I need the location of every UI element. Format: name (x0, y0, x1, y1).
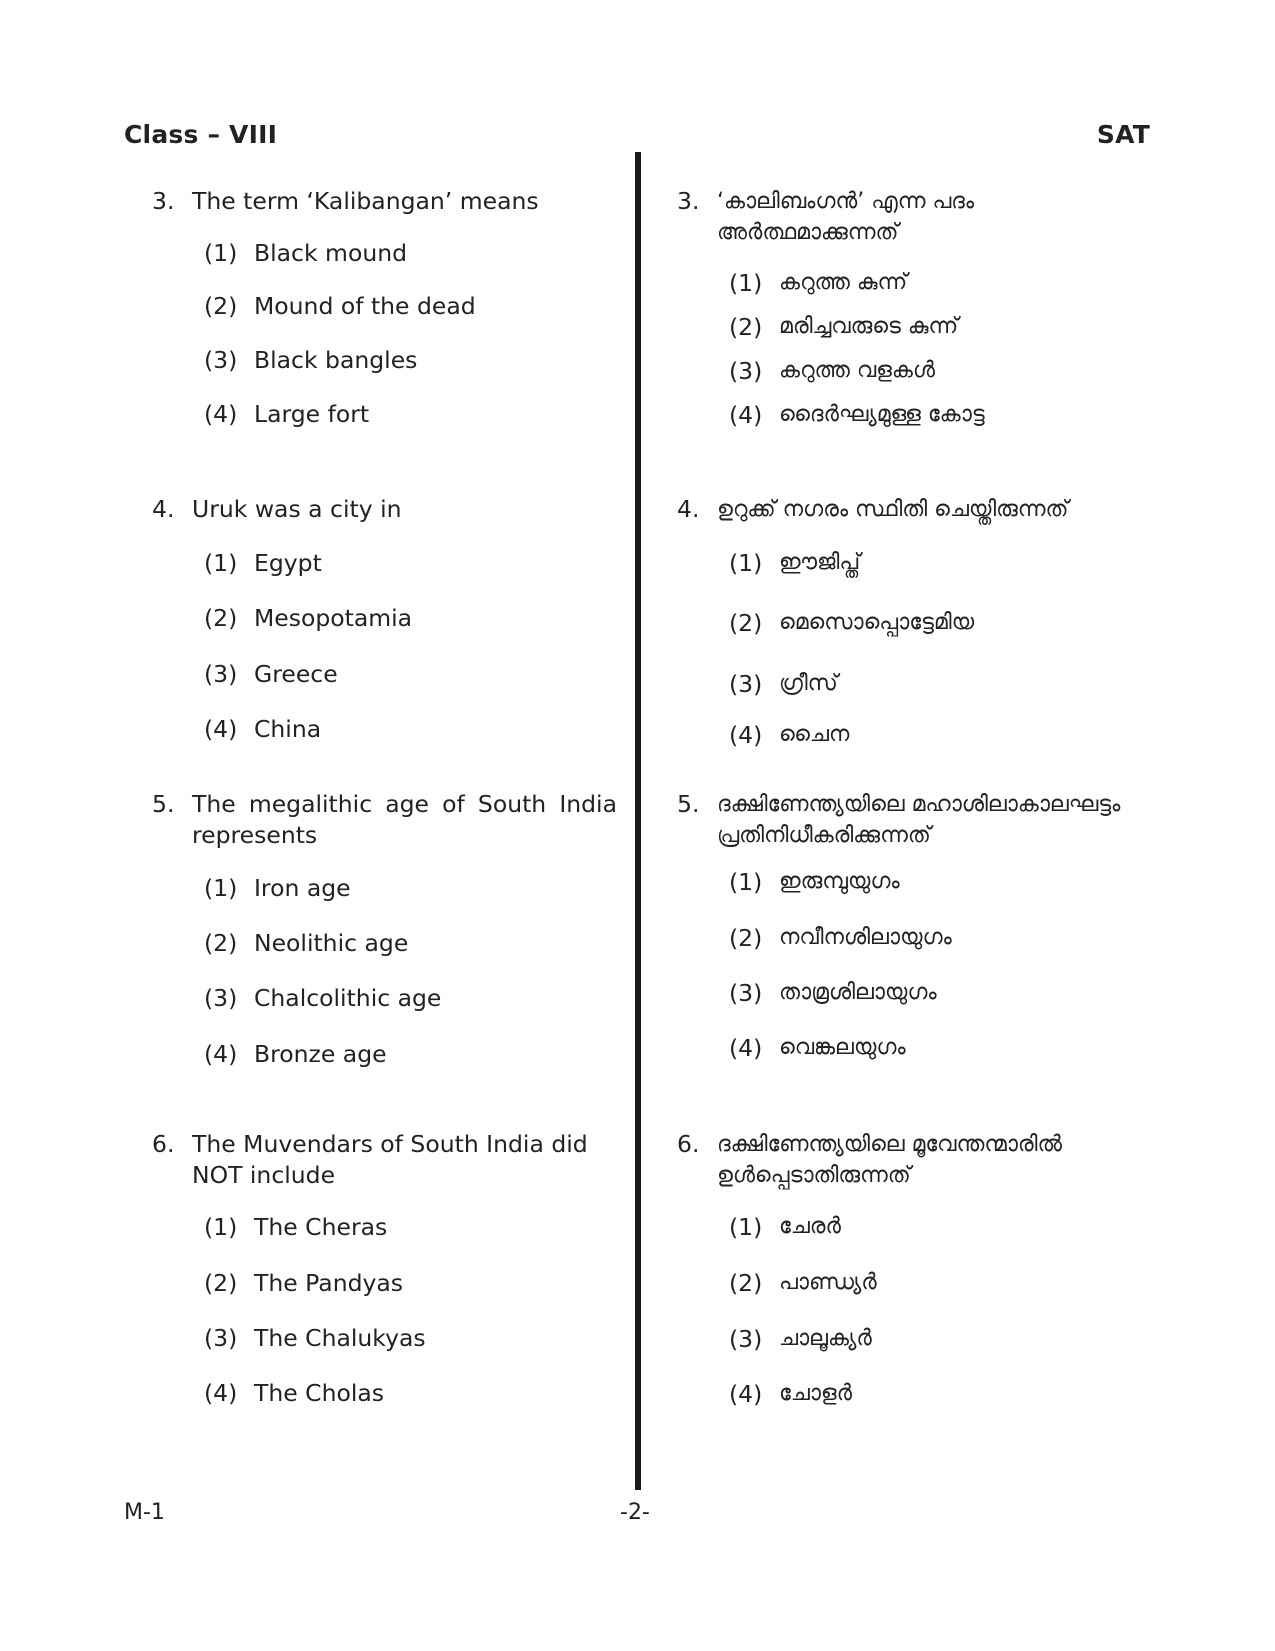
option-number: (2) (204, 292, 238, 320)
option-text: Large fort (254, 400, 370, 428)
question-number: 3. (677, 187, 700, 215)
option-text: ചൈന (779, 722, 850, 747)
question-number: 6. (677, 1130, 700, 1158)
exam-type-heading: SAT (1096, 120, 1150, 149)
option-text: Greece (254, 660, 338, 688)
class-heading: Class – VIII (124, 120, 278, 149)
option (204, 1212, 387, 1242)
option-text: ചാലൂക്യർ (779, 1326, 872, 1351)
option-number: (1) (204, 874, 238, 902)
question-text: The megalithic age of South India represents (192, 790, 617, 849)
option-text: കറുത്ത വളകൾ (779, 358, 935, 383)
option-number: (1) (204, 1213, 238, 1241)
page-number: -2- (620, 1500, 650, 1525)
question-number: 4. (677, 495, 700, 523)
option (204, 399, 369, 429)
option (729, 1379, 852, 1409)
option-number: (3) (729, 1325, 763, 1353)
option-text: The Chalukyas (254, 1324, 426, 1352)
option (204, 1039, 387, 1069)
option-text: ചോളർ (779, 1381, 853, 1406)
option-number: (3) (204, 660, 238, 688)
option-text: മരിച്ചവരുടെ കുന്ന് (779, 314, 959, 339)
option-number: (3) (729, 670, 763, 698)
option-text: The Cholas (254, 1379, 385, 1407)
option-text: നവീനശിലായുഗം (779, 925, 952, 950)
option (729, 1212, 841, 1242)
option (729, 720, 849, 750)
option-text: പാണ്ഡ്യർ (779, 1270, 877, 1295)
question-text: ദക്ഷിണേന്ത്യയിലെ മൂവേന്തന്മാരിൽ ഉൾപ്പെടാതിരുന്നത് (717, 1132, 1063, 1188)
question-4-en (152, 494, 617, 743)
option-text: ഗ്രീസ് (779, 671, 838, 696)
question-6-ml (677, 1129, 1147, 1408)
option-text: Neolithic age (254, 929, 409, 957)
option (729, 923, 952, 953)
paper-code: M-1 (124, 1500, 165, 1525)
option (729, 1268, 877, 1298)
option (204, 548, 322, 578)
option-number: (2) (204, 604, 238, 632)
option-number: (1) (204, 239, 238, 267)
option-text: ഇരുമ്പുയുഗം (779, 869, 900, 894)
option (729, 268, 907, 298)
question-number: 5. (677, 790, 700, 818)
question-number: 4. (152, 495, 175, 523)
option-text: Mound of the dead (254, 292, 476, 320)
option-text: China (254, 715, 322, 743)
option-text: The Pandyas (254, 1269, 404, 1297)
option-number: (4) (204, 715, 238, 743)
option-number: (1) (729, 549, 763, 577)
option (729, 400, 985, 430)
option-number: (4) (729, 1034, 763, 1062)
option (204, 1378, 384, 1408)
option-text: Mesopotamia (254, 604, 413, 632)
question-text: ‘കാലിബംഗൻ’ എന്ന പദം അർത്ഥമാക്കുന്നത് (717, 189, 975, 245)
option (204, 603, 412, 633)
option-text: Black bangles (254, 346, 418, 374)
option-number: (2) (729, 609, 763, 637)
option-text: The Cheras (254, 1213, 388, 1241)
option-number: (2) (729, 313, 763, 341)
option-number: (3) (204, 1324, 238, 1352)
option-number: (3) (729, 979, 763, 1007)
question-5-en (152, 789, 617, 1068)
option (204, 291, 476, 321)
question-number: 5. (152, 790, 175, 818)
option (204, 1268, 403, 1298)
question-3-ml (677, 186, 1147, 429)
option (729, 978, 937, 1008)
option-number: (3) (204, 346, 238, 374)
option-number: (1) (204, 549, 238, 577)
question-text: The term ‘Kalibangan’ means (192, 187, 539, 215)
question-number: 3. (152, 187, 175, 215)
question-3-en (152, 186, 617, 428)
option (729, 1033, 906, 1063)
option-number: (2) (204, 929, 238, 957)
option (729, 1324, 872, 1354)
option-text: Bronze age (254, 1040, 387, 1068)
option-text: കറുത്ത കുന്ന് (779, 270, 908, 295)
option (729, 548, 860, 578)
question-text: Uruk was a city in (192, 495, 402, 523)
question-text: The Muvendars of South India did NOT include (192, 1130, 588, 1189)
question-5-ml (677, 789, 1147, 1062)
question-6-en (152, 1129, 617, 1407)
option-text: ഈജിപ്ത് (779, 550, 861, 575)
option-text: Chalcolithic age (254, 984, 442, 1012)
option (729, 669, 838, 699)
option-text: Iron age (254, 874, 351, 902)
option-text: Egypt (254, 549, 322, 577)
option (204, 714, 321, 744)
option-number: (4) (729, 1380, 763, 1408)
option-number: (1) (729, 269, 763, 297)
option-text: വെങ്കലയുഗം (779, 1035, 906, 1060)
option (204, 238, 407, 268)
option-number: (2) (729, 924, 763, 952)
option (729, 312, 958, 342)
option-number: (4) (729, 721, 763, 749)
option-text: താമ്രശിലായുഗം (779, 980, 937, 1005)
option-text: ചേരർ (779, 1214, 841, 1239)
option-number: (4) (204, 400, 238, 428)
option-text: മെസൊപ്പൊട്ടേമിയ (779, 610, 975, 635)
option (729, 867, 900, 897)
option (729, 608, 974, 638)
option (204, 983, 441, 1013)
question-number: 6. (152, 1130, 175, 1158)
option-number: (2) (729, 1269, 763, 1297)
option (204, 1323, 426, 1353)
question-text: ഉറുക്ക് നഗരം സ്ഥിതി ചെയ്തിരുന്നത് (717, 497, 1069, 522)
column-divider (635, 152, 641, 1490)
option-number: (1) (729, 1213, 763, 1241)
option-number: (3) (204, 984, 238, 1012)
option (729, 356, 935, 386)
option-number: (3) (729, 357, 763, 385)
option-number: (2) (204, 1269, 238, 1297)
question-4-ml (677, 494, 1147, 749)
option-number: (1) (729, 868, 763, 896)
option-text: Black mound (254, 239, 408, 267)
option-number: (4) (204, 1379, 238, 1407)
option (204, 928, 408, 958)
option-number: (4) (729, 401, 763, 429)
option (204, 873, 351, 903)
option-number: (4) (204, 1040, 238, 1068)
option (204, 345, 417, 375)
option-text: ദൈർഘ്യമുള്ള കോട്ട (779, 402, 985, 427)
option (204, 659, 338, 689)
question-text: ദക്ഷിണേന്ത്യയിലെ മഹാശിലാകാലഘട്ടം പ്രതിനിധീകരിക്കുന്നത് (717, 792, 1121, 848)
